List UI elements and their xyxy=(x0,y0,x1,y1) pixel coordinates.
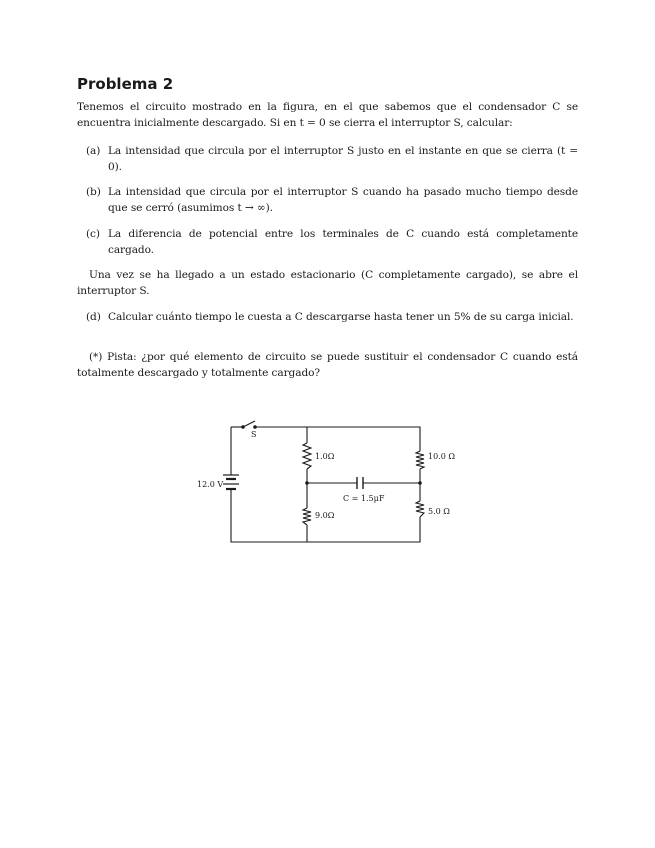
middle-paragraph: Una vez se ha llegado a un estado estacionario (C completamente cargado), se abre el interruptor S. xyxy=(77,269,578,297)
list-item xyxy=(86,310,578,326)
battery-label: 12.0 V xyxy=(197,480,224,489)
item-text: La intensidad que circula por el interruptor S justo en el instante en que se cierra (t = 0). xyxy=(108,145,578,173)
list-item xyxy=(86,227,578,258)
item-text: La diferencia de potencial entre los terminales de C cuando está completamente cargado. xyxy=(108,228,578,256)
resistor-3 xyxy=(416,451,424,469)
item-label: (d) xyxy=(86,311,101,323)
resistor-2 xyxy=(303,508,311,525)
list-item xyxy=(86,185,578,216)
switch-contact xyxy=(241,425,245,429)
junction-dot xyxy=(418,481,422,485)
junction-dot xyxy=(305,481,309,485)
problem-title: Problema 2 xyxy=(77,75,174,93)
resistor-4 xyxy=(416,501,424,517)
item-label: (c) xyxy=(86,228,100,240)
top-wire xyxy=(255,427,420,451)
capacitor-label: C = 1.5μF xyxy=(343,494,385,503)
item-label: (b) xyxy=(86,186,101,198)
resistor-4-label: 5.0 Ω xyxy=(428,507,450,516)
item-text: Calcular cuánto tiempo le cuesta a C descargarse hasta tener un 5% de su carga inicial. xyxy=(108,311,574,323)
resistor-1-label: 1.0Ω xyxy=(315,452,335,461)
switch-label: S xyxy=(251,430,257,439)
item-label: (a) xyxy=(86,145,101,157)
resistor-2-label: 9.0Ω xyxy=(315,511,335,520)
resistor-1 xyxy=(303,443,311,469)
resistor-3-label: 10.0 Ω xyxy=(428,452,455,461)
intro-paragraph: Tenemos el circuito mostrado en la figura, en el que sabemos que el condensador C se encuentra inicialmente descargado. Si en t = 0 se cierra el interruptor S, calcular: xyxy=(77,101,578,129)
circuit-diagram xyxy=(195,417,465,547)
list-item xyxy=(86,144,578,175)
switch-contact xyxy=(253,425,257,429)
switch-blade xyxy=(243,421,255,427)
hint-paragraph: (*) Pista: ¿por qué elemento de circuito se puede sustituir el condensador C cuando está totalmente descargado y totalmente cargado? xyxy=(77,351,578,379)
item-text: La intensidad que circula por el interruptor S cuando ha pasado mucho tiempo desde que se cerró (asumimos t → ∞). xyxy=(108,186,578,214)
